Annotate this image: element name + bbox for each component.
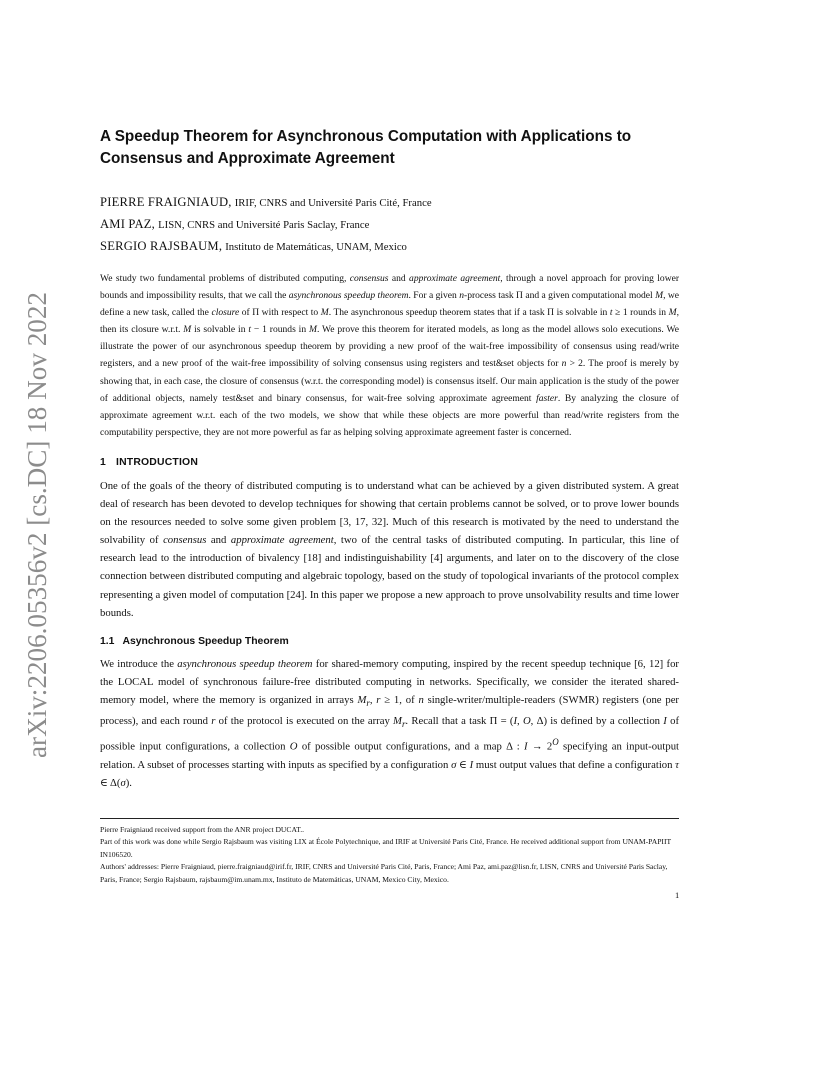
author-affiliation: LISN, CNRS and Université Paris Saclay, France (158, 219, 370, 231)
author-entry (100, 192, 679, 214)
page-number: 1 (675, 890, 680, 900)
author-affiliation: Instituto de Matemáticas, UNAM, Mexico (225, 241, 407, 253)
footnotes (100, 818, 679, 886)
author-entry (100, 214, 679, 236)
author-list (100, 192, 679, 258)
subsection-heading-asynchronous-speedup (100, 636, 679, 647)
arxiv-identifier-stamp (22, 290, 52, 760)
paper-title: A Speedup Theorem for Asynchronous Computation with Applications to Consensus and Approximate Agreement (100, 128, 632, 167)
subsection-number: 1.1 (100, 635, 115, 647)
footnote-funding: Pierre Fraigniaud received support from the ANR project DUCAT.. (100, 825, 304, 834)
footnote-addresses: Authors' addresses: Pierre Fraigniaud, pierre.fraigniaud@irif.fr, IRIF, CNRS and Université Paris Cité, Paris, France; Ami Paz, ami.paz@lisn.fr, LISN, CNRS and Université Paris Saclay, Paris, France; Sergio Rajsbaum, rajsbaum@im.unam.mx, Instituto de Matemáticas, UNAM, Mexico City, Mexico. (100, 862, 668, 884)
introduction-paragraph: One of the goals of the theory of distributed computing is to understand what can be achieved by a given distributed system. A great deal of research has been devoted to develop techniques for showing that certain problems cannot be solved, or to prove lower bounds on the resources needed to solve some given problem [3, 17, 32]. Much of this research is motivated by the need to understand the solvability of consensus and approximate agreement, two of the central tasks of distributed computing. In particular, this line of research lead to the introduction of bivalency [18] and indistinguishability [4] arguments, and later on to the discovery of the close connection between distributed computing and algebraic topology, based on the study of topological invariants of the protocol complex representing a given model of computation [24]. In this paper we propose a new approach to prove unsolvability results and time lower bounds. (100, 479, 679, 619)
author-affiliation: IRIF, CNRS and Université Paris Cité, France (234, 197, 432, 209)
section-heading-introduction (100, 457, 679, 468)
paper-body (100, 126, 679, 792)
section-number: 1 (100, 456, 106, 468)
author-entry (100, 236, 679, 258)
author-name: PIERRE FRAIGNIAUD, (100, 195, 232, 209)
subsection-title: Asynchronous Speedup Theorem (122, 635, 289, 647)
abstract: We study two fundamental problems of distributed computing, consensus and approximate agreement, through a novel approach for proving lower bounds and impossibility results, that we call the asynchronous speedup theorem. For a given n-process task Π and a given computational model M, we define a new task, called the closure of Π with respect to M. The asynchronous speedup theorem states that if a task Π is solvable in t ≥ 1 rounds in M, then its closure w.r.t. M is solvable in t − 1 rounds in M. We prove this theorem for iterated models, as long as the model allows solo executions. We illustrate the power of our asynchronous speedup theorem by providing a new proof of the wait-free impossibility of consensus using read/write registers, and a new proof of the wait-free impossibility of solving consensus using registers and test&set objects for n > 2. The proof is merely by showing that, in each case, the closure of consensus (w.r.t. the corresponding model) is consensus itself. Our main application is the study of the power of additional objects, namely test&set and binary consensus, for wait-free solving approximate agreement faster. By analyzing the closure of approximate agreement w.r.t. each of the two models, we show that while these objects are more powerful than read/write registers from the computability perspective, they are not more powerful as far as helping solving approximate agreement faster is concerned. (100, 273, 680, 438)
footnote-visit: Part of this work was done while Sergio Rajsbaum was visiting LIX at École Polytechnique, and IRIF at Université Paris Cité, France. He received additional support from UNAM-PAPIIT IN106520. (100, 837, 671, 859)
author-name: SERGIO RAJSBAUM, (100, 239, 223, 253)
author-name: AMI PAZ, (100, 217, 156, 231)
speedup-paragraph: We introduce the asynchronous speedup theorem for shared-memory computing, inspired by the recent speedup technique [6, 12] for the LOCAL model of synchronous failure-free distributed computing in networks. Specifically, we consider the iterated shared-memory model, where the memory is organized in arrays $M_r$, r ≥ 1, of n single-writer/multiple-readers (SWMR) registers (one per process), and each round r of the protocol is executed on the array $M_r$. Recall that a task Π = (I, O, Δ) is defined by a collection I of possible input configurations, a collection O of possible output configurations, and a map Δ : $I \to 2^O$ specifying an input-output relation. A subset of processes starting with inputs as specified by a configuration σ ∈ I must output values that define a configuration τ ∈ Δ(σ). (100, 657, 680, 790)
section-title: INTRODUCTION (115, 456, 199, 468)
arxiv-stamp-text: arXiv:2206.05356v2 [cs.DC] 18 Nov 2022 (22, 294, 52, 758)
